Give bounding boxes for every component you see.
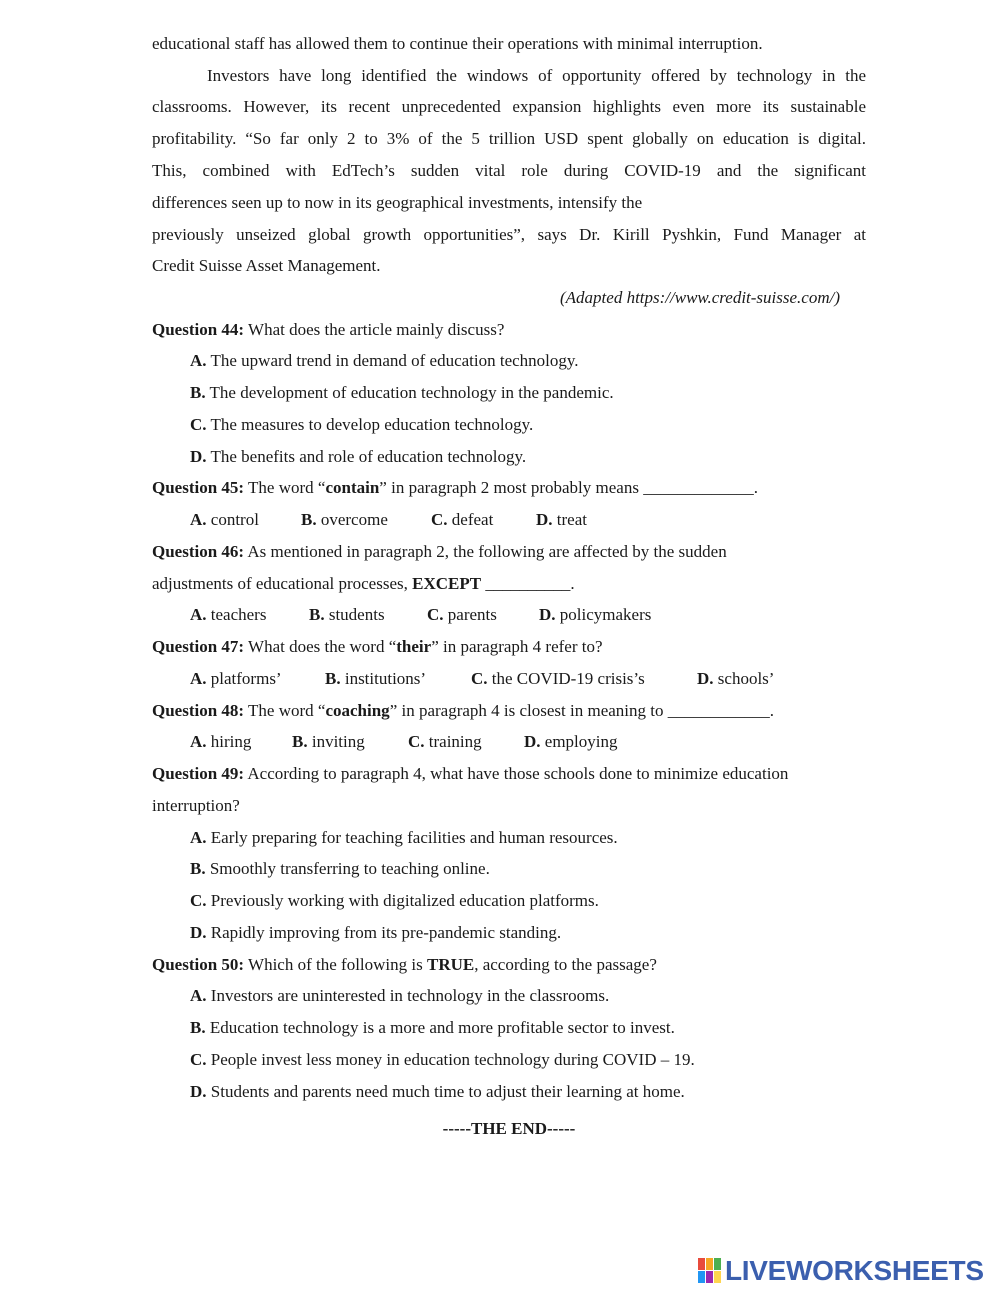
option-text: hiring — [210, 732, 252, 751]
option-letter: B. — [190, 859, 206, 878]
option-letter: B. — [301, 510, 317, 529]
option-text: inviting — [311, 732, 365, 751]
option-text: platforms’ — [210, 669, 282, 688]
option-text: Smoothly transferring to teaching online. — [209, 859, 490, 878]
option-letter: C. — [408, 732, 425, 751]
question-49 — [152, 758, 788, 790]
option-text: schools’ — [717, 669, 775, 688]
option-letter: D. — [190, 923, 207, 942]
option-letter: D. — [697, 669, 714, 688]
option-text: overcome — [320, 510, 388, 529]
question-48 — [152, 695, 774, 727]
question-text: The word “ — [244, 701, 326, 720]
option-letter: C. — [471, 669, 488, 688]
question-46-cont — [152, 568, 575, 600]
option-letter: A. — [190, 828, 207, 847]
option-c[interactable] — [431, 504, 493, 536]
option-letter: A. — [190, 510, 207, 529]
question-45 — [152, 472, 758, 504]
passage-line: differences seen up to now in its geographical investments, intensify the — [152, 193, 643, 212]
option-text: Rapidly improving from its pre-pandemic standing. — [210, 923, 562, 942]
option-c[interactable] — [427, 599, 497, 631]
option-letter: C. — [427, 605, 444, 624]
passage-line: This, combined with EdTech’s sudden vital role during COVID-19 and the significant — [152, 161, 866, 180]
option-letter: C. — [190, 891, 207, 910]
option-text: employing — [544, 732, 618, 751]
option-letter: D. — [524, 732, 541, 751]
option-text: Previously working with digitalized education platforms. — [210, 891, 599, 910]
question-label: Question 47: — [152, 637, 245, 656]
option-d[interactable] — [190, 917, 561, 949]
option-letter: C. — [431, 510, 448, 529]
question-text: What does the article mainly discuss? — [244, 320, 505, 339]
option-letter: C. — [190, 1050, 207, 1069]
option-text: teachers — [210, 605, 267, 624]
option-text: students — [328, 605, 385, 624]
option-text: policymakers — [559, 605, 652, 624]
liveworksheets-logo-icon — [698, 1258, 722, 1284]
option-text: the COVID-19 crisis’s — [491, 669, 645, 688]
question-text: ” in paragraph 4 refer to? — [431, 637, 603, 656]
option-text: The benefits and role of education technology. — [210, 447, 527, 466]
option-a[interactable] — [190, 345, 579, 377]
passage-line: previously unseized global growth opportunities”, says Dr. Kirill Pyshkin, Fund Manager at — [152, 225, 866, 244]
key-word: EXCEPT — [412, 574, 482, 593]
question-text: What does the word “ — [244, 637, 397, 656]
question-text: According to paragraph 4, what have those schools done to minimize education — [244, 764, 789, 783]
option-a[interactable] — [190, 663, 282, 695]
option-letter: D. — [190, 447, 207, 466]
option-letter: D. — [536, 510, 553, 529]
option-c[interactable] — [471, 663, 645, 695]
option-d[interactable] — [539, 599, 651, 631]
option-a[interactable] — [190, 726, 251, 758]
option-letter: A. — [190, 986, 207, 1005]
question-label: Question 45: — [152, 478, 245, 497]
question-49-cont: interruption? — [152, 796, 240, 815]
question-text: ” in paragraph 4 is closest in meaning to ____________. — [389, 701, 775, 720]
option-b[interactable] — [190, 853, 490, 885]
option-text: Investors are uninterested in technology in the classrooms. — [210, 986, 610, 1005]
passage-line: Credit Suisse Asset Management. — [152, 256, 381, 275]
option-b[interactable] — [292, 726, 365, 758]
option-d[interactable] — [524, 726, 618, 758]
option-text: Education technology is a more and more profitable sector to invest. — [209, 1018, 675, 1037]
option-text: treat — [556, 510, 587, 529]
passage-line: educational staff has allowed them to continue their operations with minimal interruption. — [152, 34, 763, 53]
key-word: TRUE — [426, 955, 475, 974]
question-text: Which of the following is — [244, 955, 427, 974]
option-text: parents — [447, 605, 497, 624]
key-word: their — [396, 637, 432, 656]
option-text: institutions’ — [344, 669, 427, 688]
option-d[interactable] — [190, 441, 526, 473]
passage-line: profitability. “So far only 2 to 3% of the 5 trillion USD spent globally on education is digital. — [152, 129, 866, 148]
option-text: Early preparing for teaching facilities and human resources. — [210, 828, 618, 847]
option-text: People invest less money in education technology during COVID – 19. — [210, 1050, 695, 1069]
option-b[interactable] — [325, 663, 426, 695]
key-word: contain — [325, 478, 380, 497]
question-47 — [152, 631, 603, 663]
question-44 — [152, 314, 504, 346]
option-letter: C. — [190, 415, 207, 434]
option-letter: A. — [190, 669, 207, 688]
option-c[interactable] — [190, 409, 533, 441]
option-c[interactable] — [190, 885, 599, 917]
option-letter: A. — [190, 351, 207, 370]
question-label: Question 44: — [152, 320, 245, 339]
passage-line: classrooms. However, its recent unprecedented expansion highlights even more its sustainable — [152, 97, 866, 116]
source-citation: (Adapted https://www.credit-suisse.com/) — [560, 288, 840, 307]
option-text: The measures to develop education technology. — [210, 415, 534, 434]
option-text: defeat — [451, 510, 494, 529]
question-text: , according to the passage? — [474, 955, 657, 974]
question-50 — [152, 949, 657, 981]
question-46 — [152, 536, 727, 568]
option-letter: B. — [190, 1018, 206, 1037]
the-end-marker: -----THE END----- — [442, 1119, 576, 1138]
option-c[interactable] — [408, 726, 482, 758]
option-text: control — [210, 510, 259, 529]
option-a[interactable] — [190, 980, 609, 1012]
option-d[interactable] — [536, 504, 587, 536]
option-letter: B. — [292, 732, 308, 751]
option-a[interactable] — [190, 504, 259, 536]
option-letter: A. — [190, 732, 207, 751]
option-text: The upward trend in demand of education technology. — [210, 351, 579, 370]
option-b[interactable] — [190, 377, 614, 409]
question-label: Question 50: — [152, 955, 245, 974]
option-letter: B. — [309, 605, 325, 624]
option-b[interactable] — [301, 504, 388, 536]
question-text: __________. — [481, 574, 575, 593]
question-text: adjustments of educational processes, — [152, 574, 413, 593]
option-letter: B. — [190, 383, 206, 402]
option-letter: D. — [190, 1082, 207, 1101]
passage-line: Investors have long identified the windows of opportunity offered by technology in the — [207, 66, 866, 85]
option-c[interactable] — [190, 1044, 695, 1076]
option-text: The development of education technology in the pandemic. — [209, 383, 614, 402]
question-label: Question 48: — [152, 701, 245, 720]
liveworksheets-logo[interactable] — [698, 1254, 984, 1288]
option-letter: D. — [539, 605, 556, 624]
option-d[interactable] — [190, 1076, 685, 1108]
option-a[interactable] — [190, 599, 266, 631]
question-label: Question 49: — [152, 764, 245, 783]
question-label: Question 46: — [152, 542, 245, 561]
option-a[interactable] — [190, 822, 618, 854]
option-b[interactable] — [309, 599, 385, 631]
question-text: The word “ — [244, 478, 326, 497]
question-text: As mentioned in paragraph 2, the following are affected by the sudden — [244, 542, 727, 561]
option-d[interactable] — [697, 663, 774, 695]
option-text: training — [428, 732, 482, 751]
option-letter: B. — [325, 669, 341, 688]
key-word: coaching — [325, 701, 390, 720]
option-letter: A. — [190, 605, 207, 624]
question-text: ” in paragraph 2 most probably means _____________. — [379, 478, 758, 497]
option-b[interactable] — [190, 1012, 675, 1044]
option-text: Students and parents need much time to adjust their learning at home. — [210, 1082, 685, 1101]
liveworksheets-logo-text: LIVEWORKSHEETS — [725, 1255, 984, 1286]
